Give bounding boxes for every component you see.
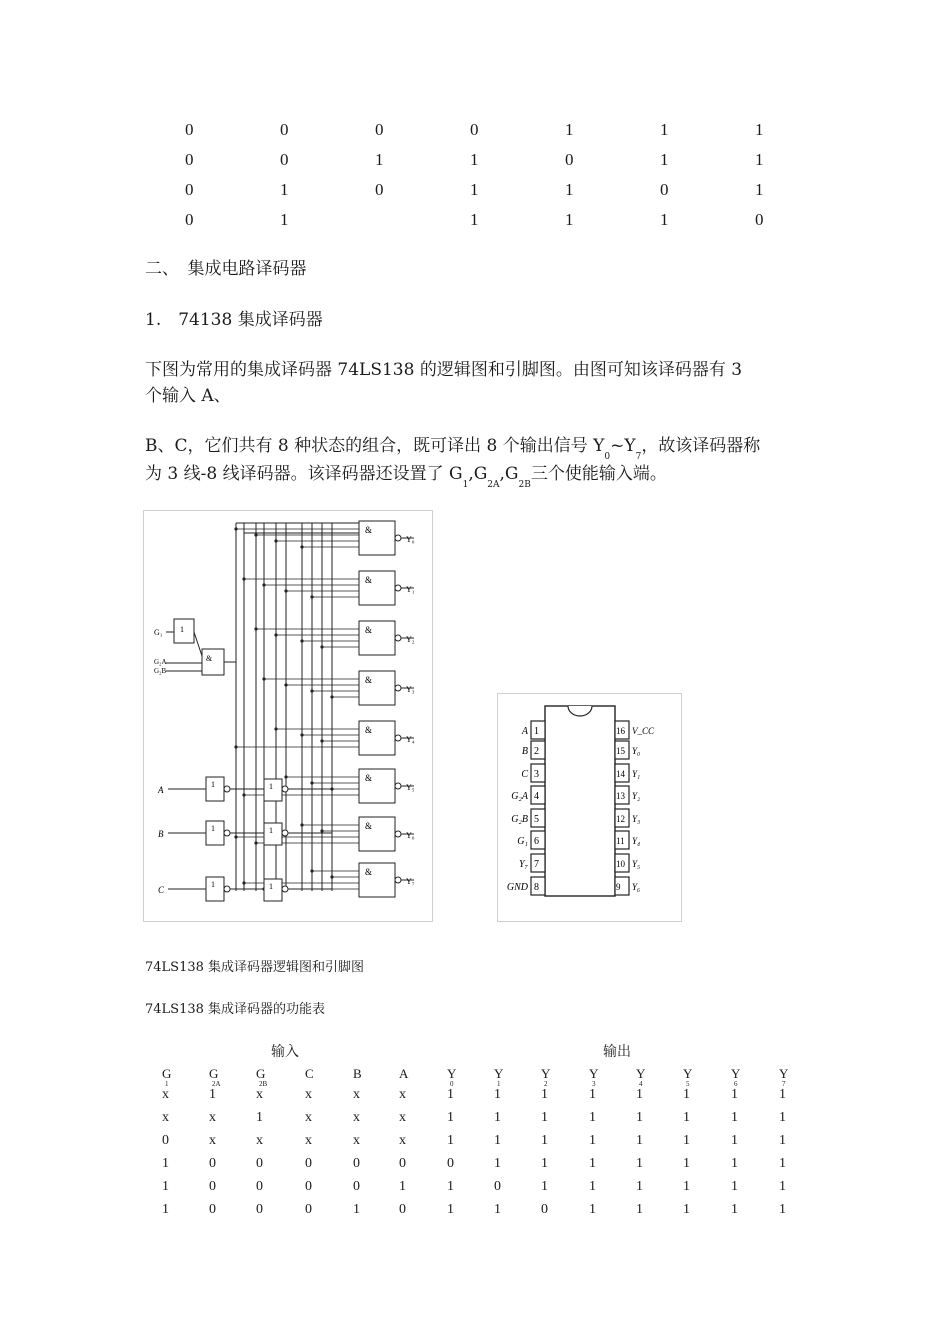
table-cell: x <box>399 1087 406 1102</box>
table-cell: 1 <box>494 1156 501 1171</box>
table-cell: x <box>162 1087 169 1102</box>
inversion-bubble <box>224 786 230 792</box>
group-header-output: 输出 <box>603 1045 631 1060</box>
column-header-sub: 6 <box>734 1080 738 1088</box>
inversion-bubble <box>282 886 288 892</box>
table-cell: 1 <box>636 1133 643 1148</box>
table-cell: 1 <box>256 1110 263 1125</box>
pin-number: 16 <box>616 726 625 736</box>
junction-dot <box>320 645 323 648</box>
gate-symbol: & <box>365 525 373 535</box>
table-cell: x <box>209 1110 216 1125</box>
table-cell: x <box>399 1133 406 1148</box>
pin-label: G₁ <box>517 836 528 847</box>
table-cell: 1 <box>731 1087 738 1102</box>
junction-dot <box>284 775 287 778</box>
table-cell: 0 <box>209 1179 216 1194</box>
junction-dot <box>254 627 257 630</box>
junction-dot <box>310 595 313 598</box>
output-label: Y₂ <box>406 635 415 644</box>
table-cell: 1 <box>447 1133 454 1148</box>
table-cell: 1 <box>162 1202 169 1217</box>
table-cell: 1 <box>494 1087 501 1102</box>
input-line <box>194 632 202 656</box>
table-cell: 1 <box>494 1133 501 1148</box>
column-header-sub: 2A <box>212 1080 221 1088</box>
table-cell: 1 <box>162 1179 169 1194</box>
logic-diagram-figure <box>143 510 433 922</box>
truth-cell: 1 <box>755 120 764 139</box>
pin-label: Y₁ <box>632 769 641 779</box>
text-span: ，故该译码器称 <box>641 436 761 456</box>
table-cell: 1 <box>636 1156 643 1171</box>
truth-cell: 1 <box>470 180 479 199</box>
table-cell: 1 <box>162 1156 169 1171</box>
table-cell: x <box>353 1087 360 1102</box>
column-header-sub: 3 <box>592 1080 596 1088</box>
inversion-bubble <box>395 585 401 591</box>
output-label: Y₄ <box>406 735 415 744</box>
table-cell: 1 <box>779 1202 786 1217</box>
truth-cell: 0 <box>280 120 289 139</box>
table-cell: 1 <box>683 1202 690 1217</box>
pinout-figure <box>497 693 682 922</box>
truth-cell: 0 <box>185 120 194 139</box>
table-cell: 1 <box>683 1110 690 1125</box>
junction-dot <box>242 881 245 884</box>
gate-symbol: & <box>365 821 373 831</box>
subscript: 7 <box>635 452 642 462</box>
table-cell: 1 <box>589 1110 596 1125</box>
table-cell: 0 <box>353 1156 360 1171</box>
table-cell: 1 <box>541 1087 548 1102</box>
gate-symbol: & <box>365 575 373 585</box>
pin-label: V_CC <box>632 726 655 736</box>
text-span: ,G <box>499 464 519 484</box>
table-cell: 1 <box>683 1087 690 1102</box>
gate-symbol: 1 <box>211 780 215 789</box>
table-cell: 1 <box>447 1110 454 1125</box>
truth-cell: 1 <box>375 150 384 169</box>
input-label: A <box>158 785 164 795</box>
table-cell: 1 <box>779 1110 786 1125</box>
output-label: Y₆ <box>406 831 415 840</box>
text-span: B、C，它们共有 8 种状态的组合，既可译出 8 个输出信号 Y <box>145 436 605 456</box>
gate-symbol: & <box>365 675 373 685</box>
table-cell: 1 <box>731 1156 738 1171</box>
paragraph-line: 下图为常用的集成译码器 74LS138 的逻辑图和引脚图。由图可知该译码器有 3 <box>145 360 743 380</box>
junction-dot <box>274 633 277 636</box>
input-label: C <box>158 885 165 895</box>
inversion-bubble <box>282 786 288 792</box>
gate-symbol: & <box>365 625 373 635</box>
table-cell: 0 <box>305 1156 312 1171</box>
table-cell: 1 <box>447 1087 454 1102</box>
pin-label: C <box>521 769 528 780</box>
junction-dot <box>320 829 323 832</box>
table-cell: x <box>209 1133 216 1148</box>
junction-dot <box>300 639 303 642</box>
text-span: ,G <box>468 464 488 484</box>
subsection-heading: 1. 74138 集成译码器 <box>145 310 323 330</box>
inversion-bubble <box>395 831 401 837</box>
junction-dot <box>242 793 245 796</box>
junction-dot <box>254 841 257 844</box>
table-cell: 1 <box>683 1156 690 1171</box>
output-label: Y₅ <box>406 783 415 792</box>
column-header-sub: 2B <box>259 1080 268 1088</box>
table-cell: x <box>256 1087 263 1102</box>
pin-number: 5 <box>534 814 539 825</box>
gate-symbol: & <box>206 654 213 663</box>
table-cell: 0 <box>209 1156 216 1171</box>
table-cell: 1 <box>779 1156 786 1171</box>
table-cell: 0 <box>541 1202 548 1217</box>
truth-cell: 1 <box>470 210 479 229</box>
inversion-bubble <box>395 635 401 641</box>
text-span: 三个使能输入端。 <box>530 464 667 484</box>
pinout-diagram <box>498 694 681 921</box>
junction-dot <box>284 589 287 592</box>
junction-dot <box>234 835 237 838</box>
table-cell: 1 <box>589 1133 596 1148</box>
column-header: C <box>305 1066 314 1081</box>
pin-label: Y₆ <box>632 882 641 892</box>
table-cell: 1 <box>589 1156 596 1171</box>
truth-cell: 1 <box>565 120 574 139</box>
pin-label: Y₅ <box>632 859 641 869</box>
column-header-sub: 0 <box>450 1080 454 1088</box>
inversion-bubble <box>395 685 401 691</box>
truth-cell: 1 <box>280 180 289 199</box>
truth-cell: 0 <box>280 150 289 169</box>
table-cell: 0 <box>447 1156 454 1171</box>
table-cell: 1 <box>541 1110 548 1125</box>
gate-symbol: 1 <box>211 824 215 833</box>
table-cell: 1 <box>683 1133 690 1148</box>
pin-number: 9 <box>616 882 621 892</box>
table-cell: 0 <box>399 1202 406 1217</box>
inversion-bubble <box>395 877 401 883</box>
table-cell: x <box>305 1087 312 1102</box>
input-label: G₂A <box>154 658 167 666</box>
column-header-sub: 5 <box>686 1080 690 1088</box>
junction-dot <box>330 875 333 878</box>
truth-cell: 0 <box>470 120 479 139</box>
junction-dot <box>262 583 265 586</box>
subscript: 2B <box>518 480 531 490</box>
output-label: Y₁ <box>406 585 415 594</box>
column-header: Y <box>731 1066 741 1081</box>
pin-label: G₂A <box>511 791 528 802</box>
table-cell: 1 <box>541 1179 548 1194</box>
table-cell: 1 <box>731 1110 738 1125</box>
subscript: 0 <box>604 452 611 462</box>
pin-label: A <box>521 726 528 737</box>
column-header: Y <box>494 1066 504 1081</box>
column-header-sub: 7 <box>782 1080 786 1088</box>
pin-number: 1 <box>534 726 539 737</box>
junction-dot <box>310 781 313 784</box>
table-cell: 1 <box>636 1087 643 1102</box>
inversion-bubble <box>224 886 230 892</box>
inversion-bubble <box>395 735 401 741</box>
pin-number: 4 <box>534 791 539 802</box>
text-span: ~Y <box>610 436 636 456</box>
junction-dot <box>300 545 303 548</box>
paragraph-line: 个输入 A、 <box>145 386 231 406</box>
truth-cell: 0 <box>375 120 384 139</box>
table-cell: 0 <box>256 1156 263 1171</box>
table-cell: 0 <box>256 1179 263 1194</box>
input-label: B <box>158 829 164 839</box>
table-cell: 1 <box>731 1202 738 1217</box>
inversion-bubble <box>395 535 401 541</box>
table-cell: 1 <box>399 1179 406 1194</box>
chip-body <box>545 706 615 896</box>
not-gate <box>264 779 282 801</box>
truth-cell: 0 <box>185 150 194 169</box>
inversion-bubble <box>282 830 288 836</box>
truth-cell: 0 <box>185 210 194 229</box>
table-cell: x <box>353 1110 360 1125</box>
pin-number: 12 <box>616 814 625 824</box>
gate-symbol: 1 <box>211 880 215 889</box>
table-cell: x <box>353 1133 360 1148</box>
column-header: G <box>162 1066 172 1081</box>
table-cell: 0 <box>256 1202 263 1217</box>
junction-dot <box>234 527 237 530</box>
table-cell: 0 <box>305 1179 312 1194</box>
truth-cell: 0 <box>660 180 669 199</box>
gate-symbol: & <box>365 725 373 735</box>
table-cell: 1 <box>589 1087 596 1102</box>
table-cell: 1 <box>447 1179 454 1194</box>
junction-dot <box>262 677 265 680</box>
pin-number: 6 <box>534 836 539 847</box>
table-cell: 1 <box>731 1133 738 1148</box>
truth-cell: 1 <box>565 210 574 229</box>
text-span: 为 3 线-8 线译码器。该译码器还设置了 G <box>145 464 463 484</box>
column-header: Y <box>683 1066 693 1081</box>
junction-dot <box>254 533 257 536</box>
pin-label: Y₄ <box>632 836 641 846</box>
column-header: B <box>353 1066 362 1081</box>
table-cell: 1 <box>494 1202 501 1217</box>
table-cell: 1 <box>447 1202 454 1217</box>
pin-number: 15 <box>616 746 625 756</box>
table-cell: 1 <box>779 1179 786 1194</box>
column-header-sub: 1 <box>497 1080 501 1088</box>
inversion-bubble <box>395 783 401 789</box>
gate-symbol: 1 <box>269 782 273 791</box>
table-cell: x <box>399 1110 406 1125</box>
truth-cell: 0 <box>565 150 574 169</box>
not-gate <box>206 777 224 801</box>
table-cell: 1 <box>779 1133 786 1148</box>
table-cell: 1 <box>541 1156 548 1171</box>
truth-cell: 0 <box>755 210 764 229</box>
pin-label: Y₀ <box>632 746 641 756</box>
truth-cell: 1 <box>565 180 574 199</box>
not-gate <box>264 879 282 901</box>
truth-cell: 1 <box>470 150 479 169</box>
table-cell: x <box>162 1110 169 1125</box>
gate-symbol: & <box>365 773 373 783</box>
pin-label: G₂B <box>511 814 528 825</box>
column-header: Y <box>589 1066 599 1081</box>
pin-label: B <box>521 746 528 757</box>
figure-caption: 74LS138 集成译码器逻辑图和引脚图 <box>145 960 365 975</box>
junction-dot <box>274 727 277 730</box>
column-header: G <box>209 1066 219 1081</box>
pin-number: 10 <box>616 859 625 869</box>
truth-cell: 1 <box>755 150 764 169</box>
table-cell: 1 <box>731 1179 738 1194</box>
table-cell: 0 <box>209 1202 216 1217</box>
junction-dot <box>300 823 303 826</box>
pin-number: 11 <box>616 836 625 846</box>
table-cell: 1 <box>541 1133 548 1148</box>
column-header: Y <box>541 1066 551 1081</box>
not-gate <box>264 823 282 845</box>
truth-cell: 0 <box>185 180 194 199</box>
junction-dot <box>300 733 303 736</box>
truth-cell: 1 <box>755 180 764 199</box>
column-header: G <box>256 1066 266 1081</box>
table-cell: 1 <box>636 1110 643 1125</box>
table-cell: x <box>305 1133 312 1148</box>
pin-number: 7 <box>534 859 539 870</box>
junction-dot <box>284 683 287 686</box>
logic-diagram <box>144 511 432 921</box>
pin-label: Y₂ <box>632 791 641 801</box>
subscript: 2A <box>487 480 500 490</box>
gate-symbol: 1 <box>180 625 184 634</box>
table-cell: 1 <box>209 1087 216 1102</box>
group-header-input: 输入 <box>271 1045 299 1060</box>
column-header-sub: 1 <box>165 1080 169 1088</box>
table-cell: 1 <box>589 1202 596 1217</box>
truth-cell: 1 <box>280 210 289 229</box>
gate-symbol: & <box>365 867 373 877</box>
column-header: Y <box>779 1066 789 1081</box>
table-cell: 0 <box>494 1179 501 1194</box>
junction-dot <box>310 689 313 692</box>
gate-symbol: 1 <box>269 826 273 835</box>
table-cell: 1 <box>636 1179 643 1194</box>
junction-dot <box>242 577 245 580</box>
truth-cell: 1 <box>660 210 669 229</box>
input-label: G₂B <box>154 667 167 675</box>
table-cell: 1 <box>494 1110 501 1125</box>
pin-number: 14 <box>616 769 625 779</box>
table-caption: 74LS138 集成译码器的功能表 <box>145 1002 326 1017</box>
inversion-bubble <box>224 830 230 836</box>
not-gate <box>206 877 224 901</box>
truth-cell: 1 <box>660 120 669 139</box>
junction-dot <box>234 745 237 748</box>
column-header: Y <box>447 1066 457 1081</box>
table-cell: 1 <box>779 1087 786 1102</box>
column-header-sub: 4 <box>639 1080 643 1088</box>
column-header: Y <box>636 1066 646 1081</box>
output-label: Y₃ <box>406 685 415 694</box>
subscript: 1 <box>462 480 469 490</box>
truth-cell: 0 <box>375 180 384 199</box>
section-heading: 二、 集成电路译码器 <box>145 259 307 279</box>
paragraph-line <box>145 462 667 489</box>
column-header-sub: 2 <box>544 1080 548 1088</box>
table-cell: 1 <box>683 1179 690 1194</box>
table-cell: 1 <box>353 1202 360 1217</box>
not-gate <box>206 821 224 845</box>
pin-label: Y₇ <box>518 859 528 870</box>
table-cell: 0 <box>353 1179 360 1194</box>
pin-number: 8 <box>534 882 539 893</box>
table-cell: x <box>256 1133 263 1148</box>
table-cell: 0 <box>305 1202 312 1217</box>
pin-number: 2 <box>534 746 539 757</box>
table-cell: 1 <box>589 1179 596 1194</box>
junction-dot <box>274 539 277 542</box>
junction-dot <box>330 695 333 698</box>
table-cell: x <box>305 1110 312 1125</box>
input-label: G₁ <box>154 628 163 637</box>
table-cell: 0 <box>162 1133 169 1148</box>
output-label: Y₇ <box>406 877 415 886</box>
table-cell: 1 <box>636 1202 643 1217</box>
column-header: A <box>399 1066 409 1081</box>
truth-cell: 1 <box>660 150 669 169</box>
pin-label: Y₃ <box>632 814 641 824</box>
pin-number: 13 <box>616 791 625 801</box>
pin-label: GND <box>506 882 528 893</box>
junction-dot <box>320 739 323 742</box>
output-label: Y₀ <box>406 535 415 544</box>
table-cell: 0 <box>399 1156 406 1171</box>
pin-number: 3 <box>534 769 539 780</box>
paragraph-line <box>145 434 760 461</box>
junction-dot <box>310 869 313 872</box>
gate-symbol: 1 <box>269 882 273 891</box>
not-gate <box>174 619 194 643</box>
